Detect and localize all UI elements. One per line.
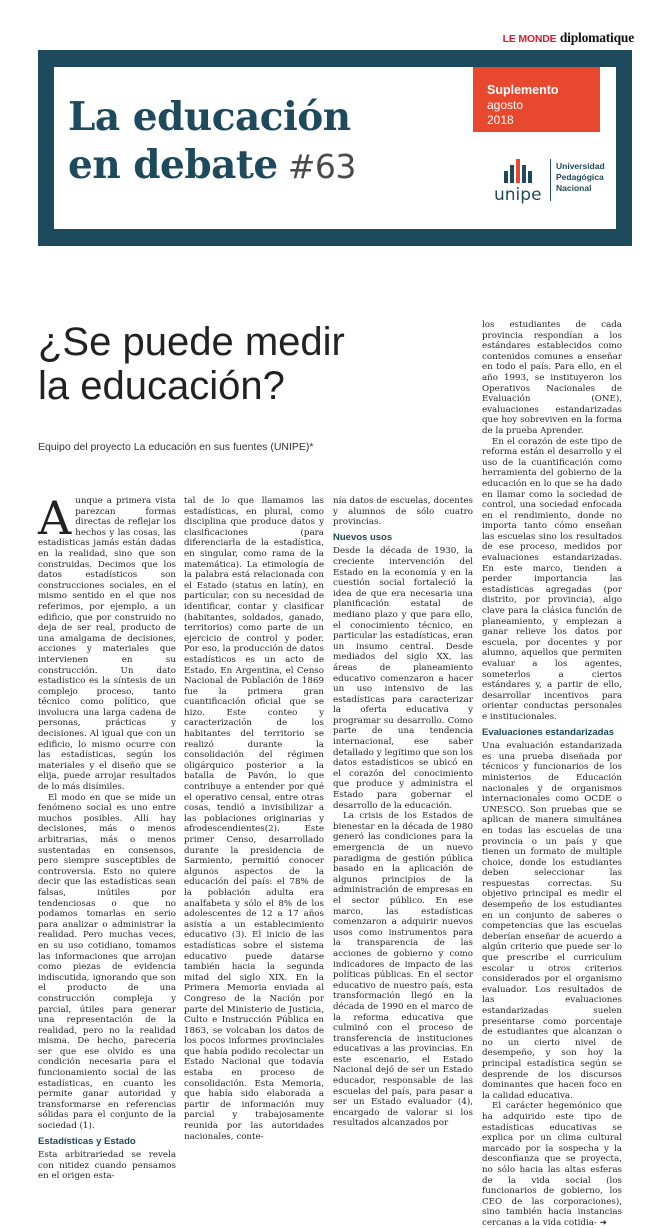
banner-inner	[54, 67, 616, 229]
col4-paragraph-3: Una evaluación estandarizada es una prueba diseñada por técnicos y funcionarios de los ministerios de Educación nacionales y de organismos internacionales como OCDE o UNESCO. Son pruebas que se aplican de manera simultánea en todas las escuelas de una provincia o un país y que tienen un formato de multiple choice, donde los estudiantes deben seleccionar las respuestas correctas. Su objetivo principal es medir el desempeño de los estudiantes en un conjunto de saberes o competencias que las escuelas deberían enseñar de acuerdo a algún criterio que puede ser lo que prescribe el curriculum escolar u otros criterios considerados por el organismo evaluador. Los resultados de las evaluaciones estandarizadas suelen presentarse como porcentaje de estudiantes que alcanzan o no un cierto nivel de desempeño, y son hoy la principal estadística según se desprende de los discursos dominantes que hacen foco en la calidad educativa.	[482, 741, 622, 1101]
unipe-name-line-2: Pedagógica	[556, 172, 604, 182]
col4-paragraph-2: En el corazón de este tipo de reforma están el desarrollo y el uso de la cuantificación como herramienta del gobierno de la educación en lo que se ha dado en llamar como la sociedad de control, una sociedad enfocada en el rendimiento, donde no importa tanto cómo enseñan las escuelas sino los resultados de ese proceso, medidos por evaluaciones estandarizadas. En este marco, tienden a perder importancia las estadísticas agregadas (por distrito, por provincia), algo clave para la clásica función de planeamiento, y empiezan a ganar relieve los datos por escuela, por docentes y por alumno, aquellos que permiten evaluar a los agentes, someterlos a ciertos estándares y, a partir de ello, desarrollar incentivos para orientar conductas personales e institucionales.	[482, 436, 622, 722]
masthead-logo	[503, 30, 634, 46]
drop-cap: A	[38, 491, 72, 545]
col3-paragraph-1: nía datos de escuelas, docentes y alumnos de sólo cuatro provincias.	[333, 496, 473, 528]
title-line-1: La educación	[68, 94, 351, 140]
article-column-3	[333, 496, 473, 1129]
unipe-name-line-3: Nacional	[556, 183, 592, 193]
suplemento-year: 2018	[487, 113, 514, 127]
subhead-evaluaciones: Evaluaciones estandarizadas	[482, 726, 615, 738]
continue-arrow-icon: ➜	[599, 1217, 607, 1228]
subhead-estadisticas-estado: Estadísticas y Estado	[38, 1135, 136, 1147]
col4-paragraph-4-text: El carácter hegemónico que ha adquirido este tipo de estadísticas educativas se explica por un clima cultural marcado por la sospecha y la desconfianza que se proyecta, no sólo hacia las altas esferas de la vida social (los funcionarios de gobierno, los CEO de las corporaciones), sino también hacia instancias cercanas a la vida cotidia-	[482, 1101, 622, 1228]
title-line-2	[68, 141, 356, 191]
suplemento-month: agosto	[487, 98, 524, 112]
unipe-name-line-1: Universidad	[556, 161, 605, 171]
col3-paragraph-2: Desde la década de 1930, la creciente intervención del Estado en la economía y en la cuestión social fortaleció la idea de que era necesaria una planificación estatal de mediano plazo y que para ello, el conocimiento técnico, en particular las estadísticas, eran un insumo central. Desde mediados del siglo XX, las áreas de planeamiento educativo comenzaron a hacer un uso intensivo de las estadísticas para caracterizar la oferta educativa y programar su desarrollo. Como parte de una tendencia internacional, ese saber detallado y legítimo que son los datos estadísticos se ubicó en el corazón del conocimiento que produce y administra el Estado para gobernar el desarrollo de la educación.	[333, 546, 473, 811]
col3-paragraph-3: La crisis de los Estados de bienestar en la década de 1980 generó las condiciones para la emergencia de un nuevo paradigma de gestión pública basado en la aplicación de algunos principios de la administración de empresas en el sector público. En ese marco, las estadísticas comenzaron a adquirir nuevos usos como instrumentos para la transparencia de las acciones de gobierno y como indicadores de impacto de las políticas públicas. En el sector educativo de nuestro país, esta transformación llegó en la década de 1990 en el marco de la reforma educativa que culminó con el proceso de transferencia de instituciones educativas a las provincias. En este escenario, el Estado Nacional dejó de ser un Estado educador, responsable de las escuelas del país, para pasar a ser un Estado evaluador (4), encargado de valorar si los resultados alcanzados por	[333, 811, 473, 1129]
col1-paragraph-1-text: unque a primera vista parezcan formas directas de reflejar los hechos y las cosas, las estadísticas jamás están dadas en la realidad, sino que son construidas. Decimos que los datos estadísticos son construcciones sociales, en el mismo sentido en el que nos referimos, por ejemplo, a un edificio, que por construido no deja de ser real, producto de una amalgama de decisiones, acciones y materiales que intervienen en su construcción. Un dato estadístico es la síntesis de un complejo proceso, tanto técnico como político, que involucra una larga cadena de personas, prácticas y decisiones. Al igual que con un edificio, lo mismo ocurre con las estadísticas, según los materiales y el diseño que se elija, puede arrojar resultados de lo más disímiles.	[38, 496, 176, 793]
suplemento-label: Suplemento	[487, 83, 559, 97]
col4-paragraph-1: los estudiantes de cada provincia respondían a los estándares establecidos como contenidos comunes a enseñar en todo el país. Para ello, en el año 1993, se instituyeron los Operativos Nacionales de Evaluación (ONE), evaluaciones estandarizadas que hoy sobreviven en la forma de la prueba Aprender.	[482, 320, 622, 436]
headline-line-2: la educación?	[38, 364, 285, 408]
masthead-diplomatique: diplomatique	[559, 30, 634, 45]
col4-paragraph-4	[482, 1101, 622, 1228]
subhead-nuevos-usos: Nuevos usos	[333, 531, 393, 543]
supplement-title	[68, 93, 356, 191]
headline-line-1: ¿Se puede medir	[38, 320, 345, 364]
unipe-full-name	[556, 161, 605, 194]
col1-paragraph-3: Esta arbitrariedad se revela con nitidez cuando pensamos en el origen esta-	[38, 1150, 176, 1182]
title-line-2-text: en debate	[68, 142, 278, 188]
masthead-le-monde: LE MONDE	[502, 33, 557, 45]
article-byline: Equipo del proyecto La educación en sus fuentes (UNIPE)*	[38, 441, 314, 453]
col2-paragraph-1: tal de lo que llamamos las estadísticas, en plural, como disciplina que produce datos y clasificaciones (para diferenciarla de la estadística, en singular, como rama de la matemática). La etimología de la palabra está relacionada con el Estado (status en latín), en particular, con su necesidad de identificar, contar y clasificar (habitantes, soldados, ganado, territorios) como parte de un ejercicio de control y poder. Por eso, la producción de datos estadísticos es un acto de Estado. En Argentina, el Censo Nacional de Población de 1869 fue la primera gran cuantificación oficial que se hizo. Este conteo y caracterización de los habitantes del territorio se realizó durante la consolidación del régimen oligárquico posterior a la batalla de Pavón, lo que contribuye a entender por qué el operativo censal, entre otras cosas, tendió a invisibilizar a las poblaciones originarias y afrodescendientes(2). Este primer Censo, desarrollado durante la presidencia de Sarmiento, permitió conocer algunos aspectos de la educación del país: el 78% de la población adulta era analfabeta y sólo el 8% de los adolescentes de 12 a 17 años asistía a un establecimiento educativo (3). El inicio de las estadísticas sobre el sistema educativo puede datarse también hacia la segunda mitad del siglo XIX. En la Primera Memoria enviada al Congreso de la Nación por parte del Ministerio de Justicia, Culto e Instrucción Pública en 1863, se volcaban los datos de los pocos informes provinciales que había podido recolectar un Estado Nacional que todavía estaba en proceso de consolidación. Esta Memoria, que había sido elaborada a partir de información muy parcial y trabajosamente reunida por las autoridades nacionales, conte-	[184, 496, 324, 1142]
col1-paragraph-1	[38, 491, 176, 793]
article-headline	[38, 320, 458, 408]
col1-paragraph-2: El modo en que se mide un fenómeno social es uno entre muchos posibles. Allí hay decisiones, más o menos arbitrarias, más o menos sustentadas en consensos, pero siempre susceptibles de controversia. Esto no quiere decir que las estadísticas sean falsas, inútiles por tendenciosas o que no podamos tomarlas en serio para analizar o administrar la realidad. Pero muchas veces, en su uso cotidiano, tomamos las informaciones que arrojan como piezas de evidencia indiscutida, ignorando que son el producto de una construcción compleja y parcial, útiles para generar una representación de la realidad, pero no la realidad misma. De hecho, parecería ser que ese olvido es una condición necesaria para el funcionamiento social de las estadísticas, en cuanto les permite ganar autoridad y transformarse en referencias sólidas para el conjunto de la sociedad (1).	[38, 792, 176, 1132]
article-column-4	[482, 320, 622, 1228]
unipe-divider	[550, 159, 551, 201]
issue-number: #63	[287, 147, 356, 186]
unipe-mark-icon	[502, 159, 540, 183]
supplement-banner	[38, 50, 632, 246]
article-column-1	[38, 491, 176, 1182]
suplemento-box	[473, 67, 600, 132]
article-column-2	[184, 496, 324, 1142]
unipe-logo	[494, 159, 614, 209]
unipe-wordmark: unipe	[494, 185, 542, 205]
